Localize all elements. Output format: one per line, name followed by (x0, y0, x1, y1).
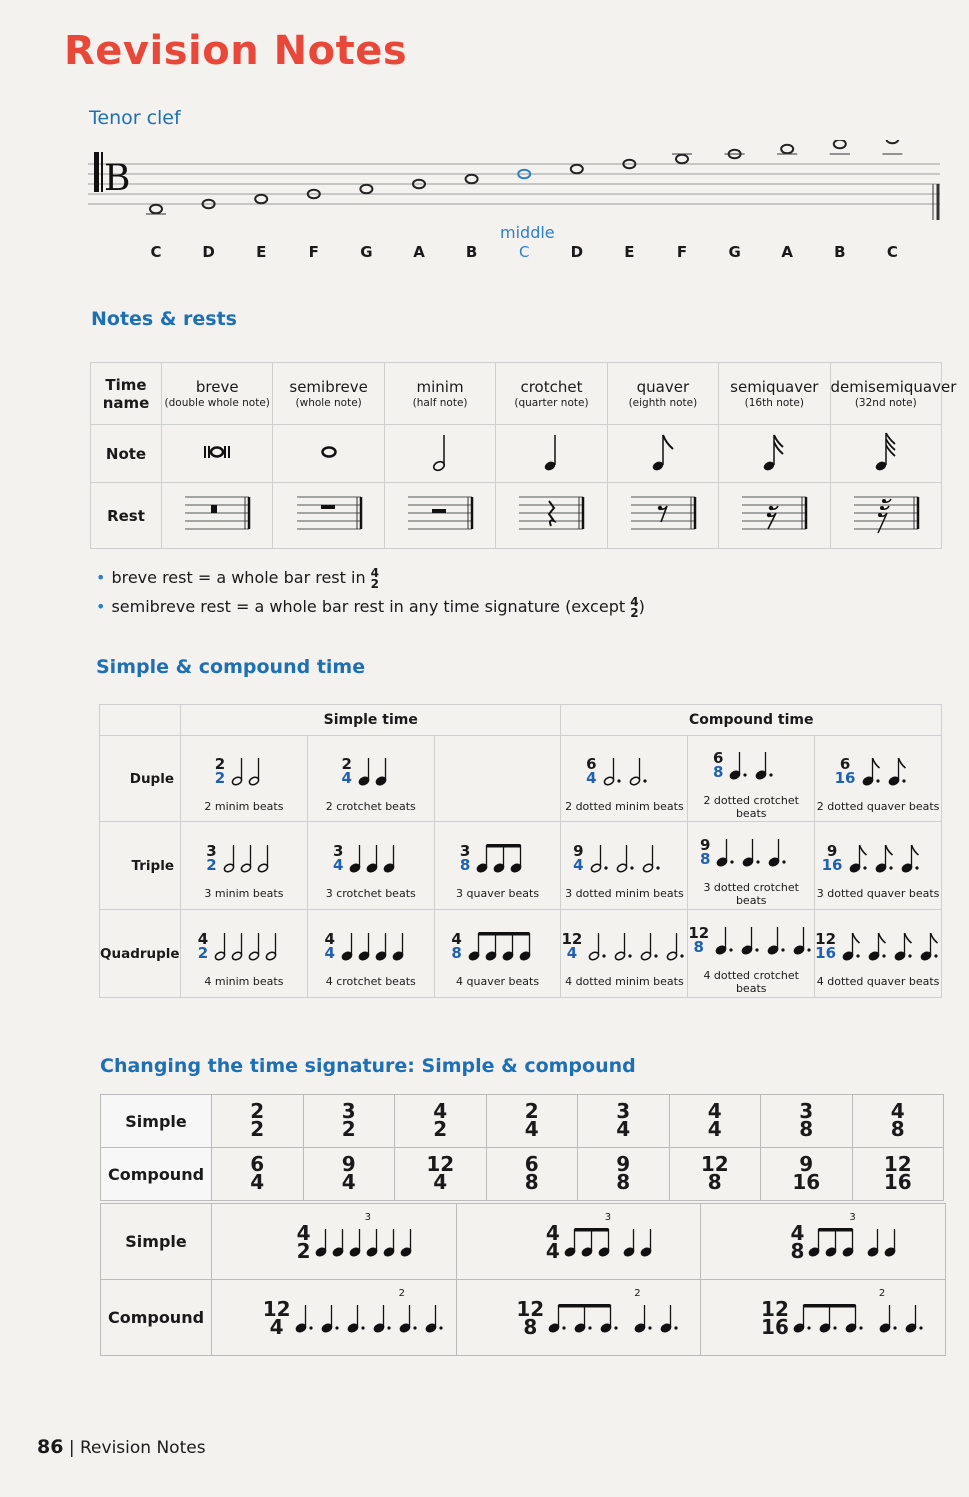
time-signature-4-8: 4 8 (852, 1095, 944, 1148)
meter-cell-6-8 (688, 736, 815, 822)
time-signature-9-16: 9 16 (761, 1148, 853, 1201)
time-signature: 4 8 (451, 930, 462, 962)
section-heading-changing: Changing the time signature: Simple & compound (100, 1055, 636, 1077)
minim-rest-icon (384, 483, 495, 549)
rhythm-notes (564, 1224, 623, 1260)
rhythm-notes (879, 1300, 939, 1336)
time-signature-change-table (100, 1094, 944, 1201)
note-group (715, 922, 814, 958)
note-letter: A (781, 243, 793, 261)
note-letter: G (728, 243, 741, 261)
footer-text: Revision Notes (80, 1438, 206, 1458)
tuplet-number: 2 (634, 1288, 641, 1299)
beats-label: 3 dotted quaver beats (816, 887, 940, 900)
note-letter: F (676, 243, 688, 261)
meter-cell-2-2 (181, 736, 308, 822)
tuplet-number: 2 (878, 1288, 886, 1299)
time-signature-4-2: 4 2 (395, 1095, 487, 1148)
note-letter: C (518, 243, 530, 261)
time-signature-3-4: 3 4 (578, 1095, 670, 1148)
meter-cell-12-8 (688, 910, 815, 998)
staff-note (676, 155, 688, 164)
note-letter: D (202, 243, 215, 261)
time-signature: 3 8 (459, 842, 471, 874)
rhythm-bar-4-4 (456, 1204, 701, 1280)
staff-note (834, 140, 846, 148)
rhythm-notes (295, 1300, 459, 1336)
rest-bullet-list (96, 563, 645, 621)
staff-note (781, 145, 793, 154)
middle-c-label: middle (500, 223, 555, 242)
staff-note (150, 205, 162, 214)
beats-label: 2 dotted quaver beats (816, 800, 940, 813)
rhythm-bar-4-8 (701, 1204, 946, 1280)
row-label-rest: Rest (91, 483, 162, 549)
section-heading-notes-rests: Notes & rests (91, 308, 237, 330)
staff-note (886, 140, 898, 143)
time-signature: 2 4 (341, 755, 352, 787)
time-signature: 9 8 (700, 835, 711, 868)
time-signature-6-8: 6 8 (486, 1148, 578, 1201)
semibreve-note-icon (273, 425, 384, 483)
time-signature: 6 8 (713, 748, 724, 781)
notes-rests-table (90, 362, 957, 549)
time-signature-6-4: 6 4 (212, 1148, 304, 1201)
meter-cell-4-2 (181, 910, 308, 998)
note-letter: F (308, 243, 319, 261)
note-group (214, 928, 290, 964)
tenor-clef-staff (88, 140, 948, 230)
note-group (590, 840, 676, 876)
rhythm-notes (315, 1224, 425, 1260)
demisemiquaver-note-icon (830, 425, 941, 483)
semibreve-rest-icon (273, 483, 384, 549)
beats-label: 4 dotted minim beats (565, 975, 684, 988)
rhythm-notes (808, 1224, 867, 1260)
semiquaver-note-icon (719, 425, 830, 483)
time-signature: 12 16 (761, 1296, 789, 1339)
time-signature-4-4: 4 4 (669, 1095, 761, 1148)
meter-row-quadruple: Quadruple (100, 910, 181, 998)
staff-note (466, 175, 478, 184)
beats-label: 3 dotted minim beats (565, 887, 684, 900)
beats-label: 4 quaver beats (456, 975, 540, 988)
note-group (729, 747, 789, 783)
page-title: Revision Notes (64, 28, 408, 74)
meter-row-triple: Triple (100, 822, 181, 910)
note-group (231, 753, 273, 789)
bullet-semibreve-rest: • semibreve rest = a whole bar rest in any time signature (except 4 2 ) (96, 594, 645, 620)
time-signature: 12 8 (688, 923, 710, 956)
time-signature: 3 4 (333, 842, 344, 874)
rhythm-notes (867, 1224, 909, 1260)
note-group (849, 840, 935, 876)
time-signature-12-16: 12 16 (852, 1148, 944, 1201)
crotchet-note-icon (496, 425, 607, 483)
time-signature: 9 4 (573, 842, 584, 874)
beats-label: 4 dotted crotchet beats (703, 968, 799, 995)
meter-cell-9-16 (815, 822, 942, 910)
time-signature: 9 16 (821, 842, 843, 874)
beats-label: 2 dotted crotchet beats (703, 793, 799, 820)
meter-cell-12-4 (561, 910, 688, 998)
col-semibreve: semibreve (whole note) (273, 363, 384, 425)
time-signature: 3 2 (206, 842, 217, 874)
bullet-breve-rest: • breve rest = a whole bar rest in 4 2 (96, 565, 380, 591)
row-label-time-name: Time name (91, 363, 162, 425)
time-signature: 12 4 (561, 930, 583, 962)
time-signature: 12 8 (516, 1296, 545, 1339)
meter-cell-6-4 (561, 736, 688, 822)
col-crotchet: crotchet (quarter note) (496, 363, 607, 425)
rhythm-compound-label: Compound (101, 1280, 212, 1356)
meter-cell-3-8 (434, 822, 561, 910)
tuplet-number: 3 (604, 1212, 612, 1223)
beats-label: 2 dotted minim beats (565, 800, 684, 813)
beats-label: 3 quaver beats (456, 887, 540, 900)
row-label-note: Note (91, 425, 162, 483)
time-signature-9-4: 9 4 (303, 1148, 395, 1201)
meter-row-duple: Duple (100, 736, 181, 822)
beats-label: 2 crotchet beats (325, 800, 416, 813)
empty-cell (434, 736, 561, 822)
quaver-note-icon (607, 425, 718, 483)
rhythm-notes (793, 1300, 879, 1336)
note-letter: G (360, 243, 373, 261)
tuplet-number: 2 (398, 1288, 405, 1299)
rhythm-simple-label: Simple (101, 1204, 212, 1280)
section-heading-simple-compound: Simple & compound time (96, 656, 366, 678)
meter-cell-4-4 (307, 910, 434, 998)
meter-cell-12-16 (815, 910, 942, 998)
minim-note-icon (384, 425, 495, 483)
time-sig-4-2: 4 2 (370, 565, 380, 591)
note-group (358, 753, 400, 789)
note-letter: E (624, 243, 635, 261)
time-signature: 4 2 (296, 1220, 311, 1263)
meter-cell-2-4 (307, 736, 434, 822)
change-simple-label: Simple (101, 1095, 212, 1148)
beats-label: 4 dotted quaver beats (816, 975, 940, 988)
note-group (588, 928, 687, 964)
meter-cell-6-16 (815, 736, 942, 822)
time-signature-3-2: 3 2 (303, 1095, 395, 1148)
simple-time-header: Simple time (181, 705, 561, 736)
note-group (349, 840, 408, 876)
compound-time-header: Compound time (561, 705, 942, 736)
section-heading-tenor-clef: Tenor clef (89, 107, 181, 129)
beats-label: 3 dotted crotchet beats (703, 880, 799, 907)
note-group (476, 840, 535, 876)
col-quaver: quaver (eighth note) (607, 363, 718, 425)
breve-note-icon (162, 425, 273, 483)
time-signature: 12 16 (815, 930, 837, 962)
note-group (862, 753, 922, 789)
rhythm-bar-12-16 (701, 1280, 946, 1356)
time-signature: 12 4 (262, 1296, 291, 1339)
rhythm-comparison-table (100, 1203, 946, 1356)
rhythm-bar-12-8 (456, 1280, 701, 1356)
beats-label: 2 minim beats (204, 800, 284, 813)
meter-cell-9-4 (561, 822, 688, 910)
rhythm-notes (634, 1300, 694, 1336)
rhythm-notes (623, 1224, 665, 1260)
time-signature: 6 4 (586, 755, 597, 787)
tuplet-number: 3 (364, 1212, 371, 1223)
time-signature: 4 8 (790, 1220, 805, 1263)
time-signature: 6 16 (834, 755, 856, 787)
time-signature: 4 4 (545, 1220, 560, 1263)
staff-note (255, 195, 267, 204)
change-compound-label: Compound (101, 1148, 212, 1201)
note-group (603, 753, 663, 789)
time-signature: 2 2 (214, 755, 226, 787)
time-signature-3-8: 3 8 (761, 1095, 853, 1148)
rhythm-bar-4-2 (212, 1204, 457, 1280)
note-letter: C (150, 243, 162, 261)
note-letter: E (256, 243, 267, 261)
beats-label: 3 crotchet beats (325, 887, 416, 900)
col-breve: breve (double whole note) (162, 363, 273, 425)
rhythm-bar-12-4 (212, 1280, 457, 1356)
col-demisemiquaver: demisemiquaver (32nd note) (830, 363, 941, 425)
staff-note (360, 185, 372, 194)
note-letter: A (413, 243, 425, 261)
semiquaver-rest-icon (719, 483, 830, 549)
page-footer: 86 | Revision Notes (37, 1436, 206, 1458)
meter-cell-4-8 (434, 910, 561, 998)
time-signature: 4 4 (324, 930, 335, 962)
quaver-rest-icon (607, 483, 718, 549)
page-number: 86 (37, 1436, 64, 1458)
col-semiquaver: semiquaver (16th note) (719, 363, 830, 425)
note-letter: B (834, 243, 846, 261)
time-signature: 4 2 (197, 930, 209, 962)
simple-compound-table (99, 704, 942, 998)
time-signature-2-2: 2 2 (212, 1095, 304, 1148)
note-group (716, 834, 802, 870)
beats-label: 4 minim beats (204, 975, 284, 988)
note-group (341, 928, 417, 964)
note-group (223, 840, 282, 876)
col-minim: minim (half note) (384, 363, 495, 425)
note-letter: B (465, 243, 478, 261)
meter-cell-3-4 (307, 822, 434, 910)
time-signature-9-8: 9 8 (578, 1148, 670, 1201)
rhythm-notes (548, 1300, 634, 1336)
time-signature-12-4: 12 4 (395, 1148, 487, 1201)
time-signature-2-4: 2 4 (486, 1095, 578, 1148)
note-group (468, 928, 544, 964)
meter-cell-3-2 (181, 822, 308, 910)
svg-text:B: B (104, 158, 131, 199)
tuplet-number: 3 (849, 1212, 856, 1223)
breve-rest-icon (162, 483, 273, 549)
meter-cell-9-8 (688, 822, 815, 910)
crotchet-rest-icon (496, 483, 607, 549)
tenor-clef-symbol (94, 152, 130, 199)
time-sig-4-2: 4 2 (630, 594, 639, 620)
demisemiquaver-rest-icon (830, 483, 941, 549)
time-signature-12-8: 12 8 (669, 1148, 761, 1201)
beats-label: 4 crotchet beats (325, 975, 416, 988)
note-letter: D (570, 243, 584, 261)
beats-label: 3 minim beats (204, 887, 284, 900)
staff-note (571, 165, 583, 174)
note-group (842, 928, 941, 964)
note-letter: C (886, 243, 898, 261)
